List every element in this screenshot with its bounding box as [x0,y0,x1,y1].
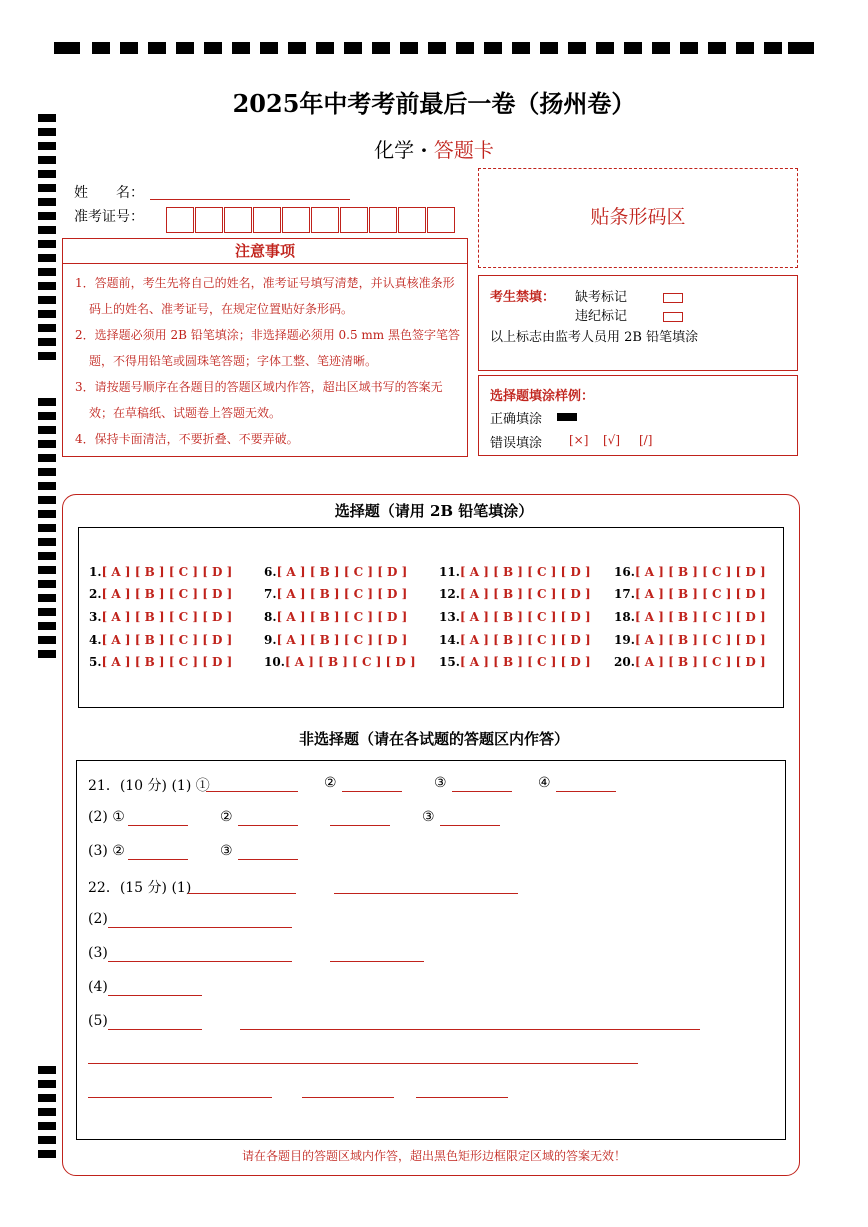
choice-options[interactable]: [ A ] [ B ] [ C ] [ D ] [101,565,233,579]
notice-item: 2．选择题必须用 2B 铅笔填涂；非选择题必须用 0.5 mm 黑色签字笔答题，不得用铅笔或圆珠笔答题；字体工整、笔迹清晰。 [75,328,461,368]
absent-mark[interactable] [663,287,683,306]
circle-4-label: ④ [538,775,551,791]
choice-question-8[interactable] [264,610,407,624]
choice-options[interactable]: [ A ] [ B ] [ C ] [ D ] [101,633,233,647]
q22-part5-blank-1[interactable] [108,1029,202,1030]
choice-question-7[interactable] [264,587,407,601]
q22-part5-blank-4[interactable] [88,1097,272,1098]
choice-options[interactable]: [ A ] [ B ] [ C ] [ D ] [459,655,591,669]
choice-question-12[interactable] [439,587,591,601]
top-timing-marks [54,42,814,54]
q22-part5-blank-6[interactable] [416,1097,508,1098]
q21-blank-4[interactable] [556,791,616,792]
choice-options[interactable]: [ A ] [ B ] [ C ] [ D ] [634,587,766,601]
choice-options[interactable]: [ A ] [ B ] [ C ] [ D ] [284,655,416,669]
q22-part3-blank-2[interactable] [330,961,424,962]
choice-options[interactable]: [ A ] [ B ] [ C ] [ D ] [634,610,766,624]
forbidden-box [478,275,798,371]
choice-question-15[interactable] [439,655,591,669]
forbidden-note: 以上标志由监考人员用 2B 铅笔填涂 [490,330,699,345]
choice-question-18[interactable] [614,610,766,624]
q21-blank-3[interactable] [452,791,512,792]
question-number: 4. [89,633,102,647]
correct-fill-label: 正确填涂 [490,412,543,427]
circle-3-label: ③ [434,775,447,791]
wrong-mark-cross: [×] [569,433,589,447]
q22-part3-blank-1[interactable] [108,961,292,962]
choice-question-16[interactable] [614,565,766,579]
violation-mark[interactable] [663,306,683,325]
q22-part5-label: (5) [88,1013,108,1029]
choice-options[interactable]: [ A ] [ B ] [ C ] [ D ] [634,565,766,579]
q22-part2-blank[interactable] [108,927,292,928]
card-label: 答题卡 [433,138,494,162]
q22-part4-label: (4) [88,979,108,995]
choice-options[interactable]: [ A ] [ B ] [ C ] [ D ] [634,655,766,669]
choice-question-1[interactable] [89,565,232,579]
choice-options[interactable]: [ A ] [ B ] [ C ] [ D ] [101,587,233,601]
q21-part2-label: (2) ① [88,809,125,825]
forbidden-label: 考生禁填： [490,290,556,305]
choice-options[interactable]: [ A ] [ B ] [ C ] [ D ] [459,633,591,647]
question-number: 18. [614,610,635,624]
choice-question-2[interactable] [89,587,232,601]
q22-label: 22．(15 分) (1) [88,880,192,896]
choice-question-17[interactable] [614,587,766,601]
violation-label: 违纪标记 [575,309,628,324]
notice-body [62,263,468,457]
q22-part2-label: (2) [88,911,108,927]
id-label: 准考证号： [74,209,144,225]
wrong-mark-check: [√] [603,433,621,447]
subtitle [0,134,868,163]
q21-label: 21．(10 分) (1) ① [88,778,210,794]
q21-blank-1[interactable] [206,791,298,792]
q21-part3-label: (3) ② [88,843,125,859]
question-number: 19. [614,633,635,647]
subject-label: 化学 [374,138,415,162]
q21-part2-blank-3[interactable] [330,825,390,826]
question-number: 7. [264,587,277,601]
q22-part5-blank-5[interactable] [302,1097,394,1098]
choice-question-13[interactable] [439,610,591,624]
choice-question-3[interactable] [89,610,232,624]
question-number: 16. [614,565,635,579]
notice-item: 4．保持卡面清洁，不要折叠、不要弄破。 [75,432,299,446]
question-number: 8. [264,610,277,624]
absent-label: 缺考标记 [575,290,628,305]
notice-item: 1．答题前，考生先将自己的姓名，准考证号填写清楚，并认真核准条形码上的姓名、准考证号，在规定位置贴好条形码。 [75,276,455,316]
correct-fill-sample [557,413,577,421]
free-section-title: 非选择题（请在各试题的答题区内作答） [298,730,569,748]
q21-part2-blank-1[interactable] [128,825,188,826]
barcode-area: 贴条形码区 [478,168,798,268]
circle-2-label: ② [220,809,233,825]
fill-example-heading: 选择题填涂样例： [490,389,595,404]
q22-part5-blank-2[interactable] [240,1029,700,1030]
question-number: 1. [89,565,102,579]
choice-options[interactable]: [ A ] [ B ] [ C ] [ D ] [459,610,591,624]
q22-part4-blank[interactable] [108,995,202,996]
q22-part5-blank-3[interactable] [88,1063,638,1064]
q22-part3-label: (3) [88,945,108,961]
choice-question-4[interactable] [89,633,232,647]
choice-question-5[interactable] [89,655,232,669]
question-number: 13. [439,610,460,624]
question-number: 11. [439,565,460,579]
footer-note: 请在各题目的答题区域内作答，超出黑色矩形边框限定区域的答案无效！ [241,1149,626,1163]
question-number: 12. [439,587,460,601]
question-number: 3. [89,610,102,624]
choice-options[interactable]: [ A ] [ B ] [ C ] [ D ] [459,565,591,579]
name-label: 姓 名： [74,185,144,201]
circle-3-label: ③ [220,843,233,859]
q22-blank-1[interactable] [188,893,296,894]
q21-blank-2[interactable] [342,791,402,792]
choice-question-20[interactable] [614,655,766,669]
q21-part3-blank-1[interactable] [128,859,188,860]
q21-part2-blank-4[interactable] [440,825,500,826]
choice-options[interactable]: [ A ] [ B ] [ C ] [ D ] [634,633,766,647]
question-number: 5. [89,655,102,669]
choice-options[interactable]: [ A ] [ B ] [ C ] [ D ] [276,587,408,601]
choice-question-10[interactable] [264,655,416,669]
wrong-fill-label: 错误填涂 [490,436,543,451]
question-number: 14. [439,633,460,647]
notice-heading: 注意事项 [62,238,468,264]
question-number: 20. [614,655,635,669]
choice-question-19[interactable] [614,633,766,647]
q21-part3-blank-2[interactable] [238,859,298,860]
choice-section-title: 选择题（请用 2B 铅笔填涂） [334,502,534,520]
choice-options[interactable]: [ A ] [ B ] [ C ] [ D ] [459,587,591,601]
circle-2-label: ② [324,775,337,791]
choice-options[interactable]: [ A ] [ B ] [ C ] [ D ] [276,633,408,647]
question-number: 6. [264,565,277,579]
choice-options[interactable]: [ A ] [ B ] [ C ] [ D ] [276,565,408,579]
choice-question-11[interactable] [439,565,591,579]
choice-question-6[interactable] [264,565,407,579]
subtitle-separator: · [420,138,428,162]
question-number: 17. [614,587,635,601]
page-title: 2025年中考考前最后一卷（扬州卷） [232,89,636,118]
choice-question-9[interactable] [264,633,407,647]
question-number: 15. [439,655,460,669]
fill-example-box [478,375,798,456]
circle-3-label: ③ [422,809,435,825]
choice-options[interactable]: [ A ] [ B ] [ C ] [ D ] [276,610,408,624]
q21-part2-blank-2[interactable] [238,825,298,826]
choice-options[interactable]: [ A ] [ B ] [ C ] [ D ] [101,655,233,669]
choice-options[interactable]: [ A ] [ B ] [ C ] [ D ] [101,610,233,624]
choice-question-14[interactable] [439,633,591,647]
wrong-mark-slash: [/] [639,433,653,447]
question-number: 2. [89,587,102,601]
name-field[interactable] [150,199,350,200]
q22-blank-2[interactable] [334,893,518,894]
notice-item: 3．请按题号顺序在各题目的答题区域内作答，超出区域书写的答案无效；在草稿纸、试题卷上答题无效。 [75,380,443,420]
question-number: 10. [264,655,285,669]
question-number: 9. [264,633,277,647]
